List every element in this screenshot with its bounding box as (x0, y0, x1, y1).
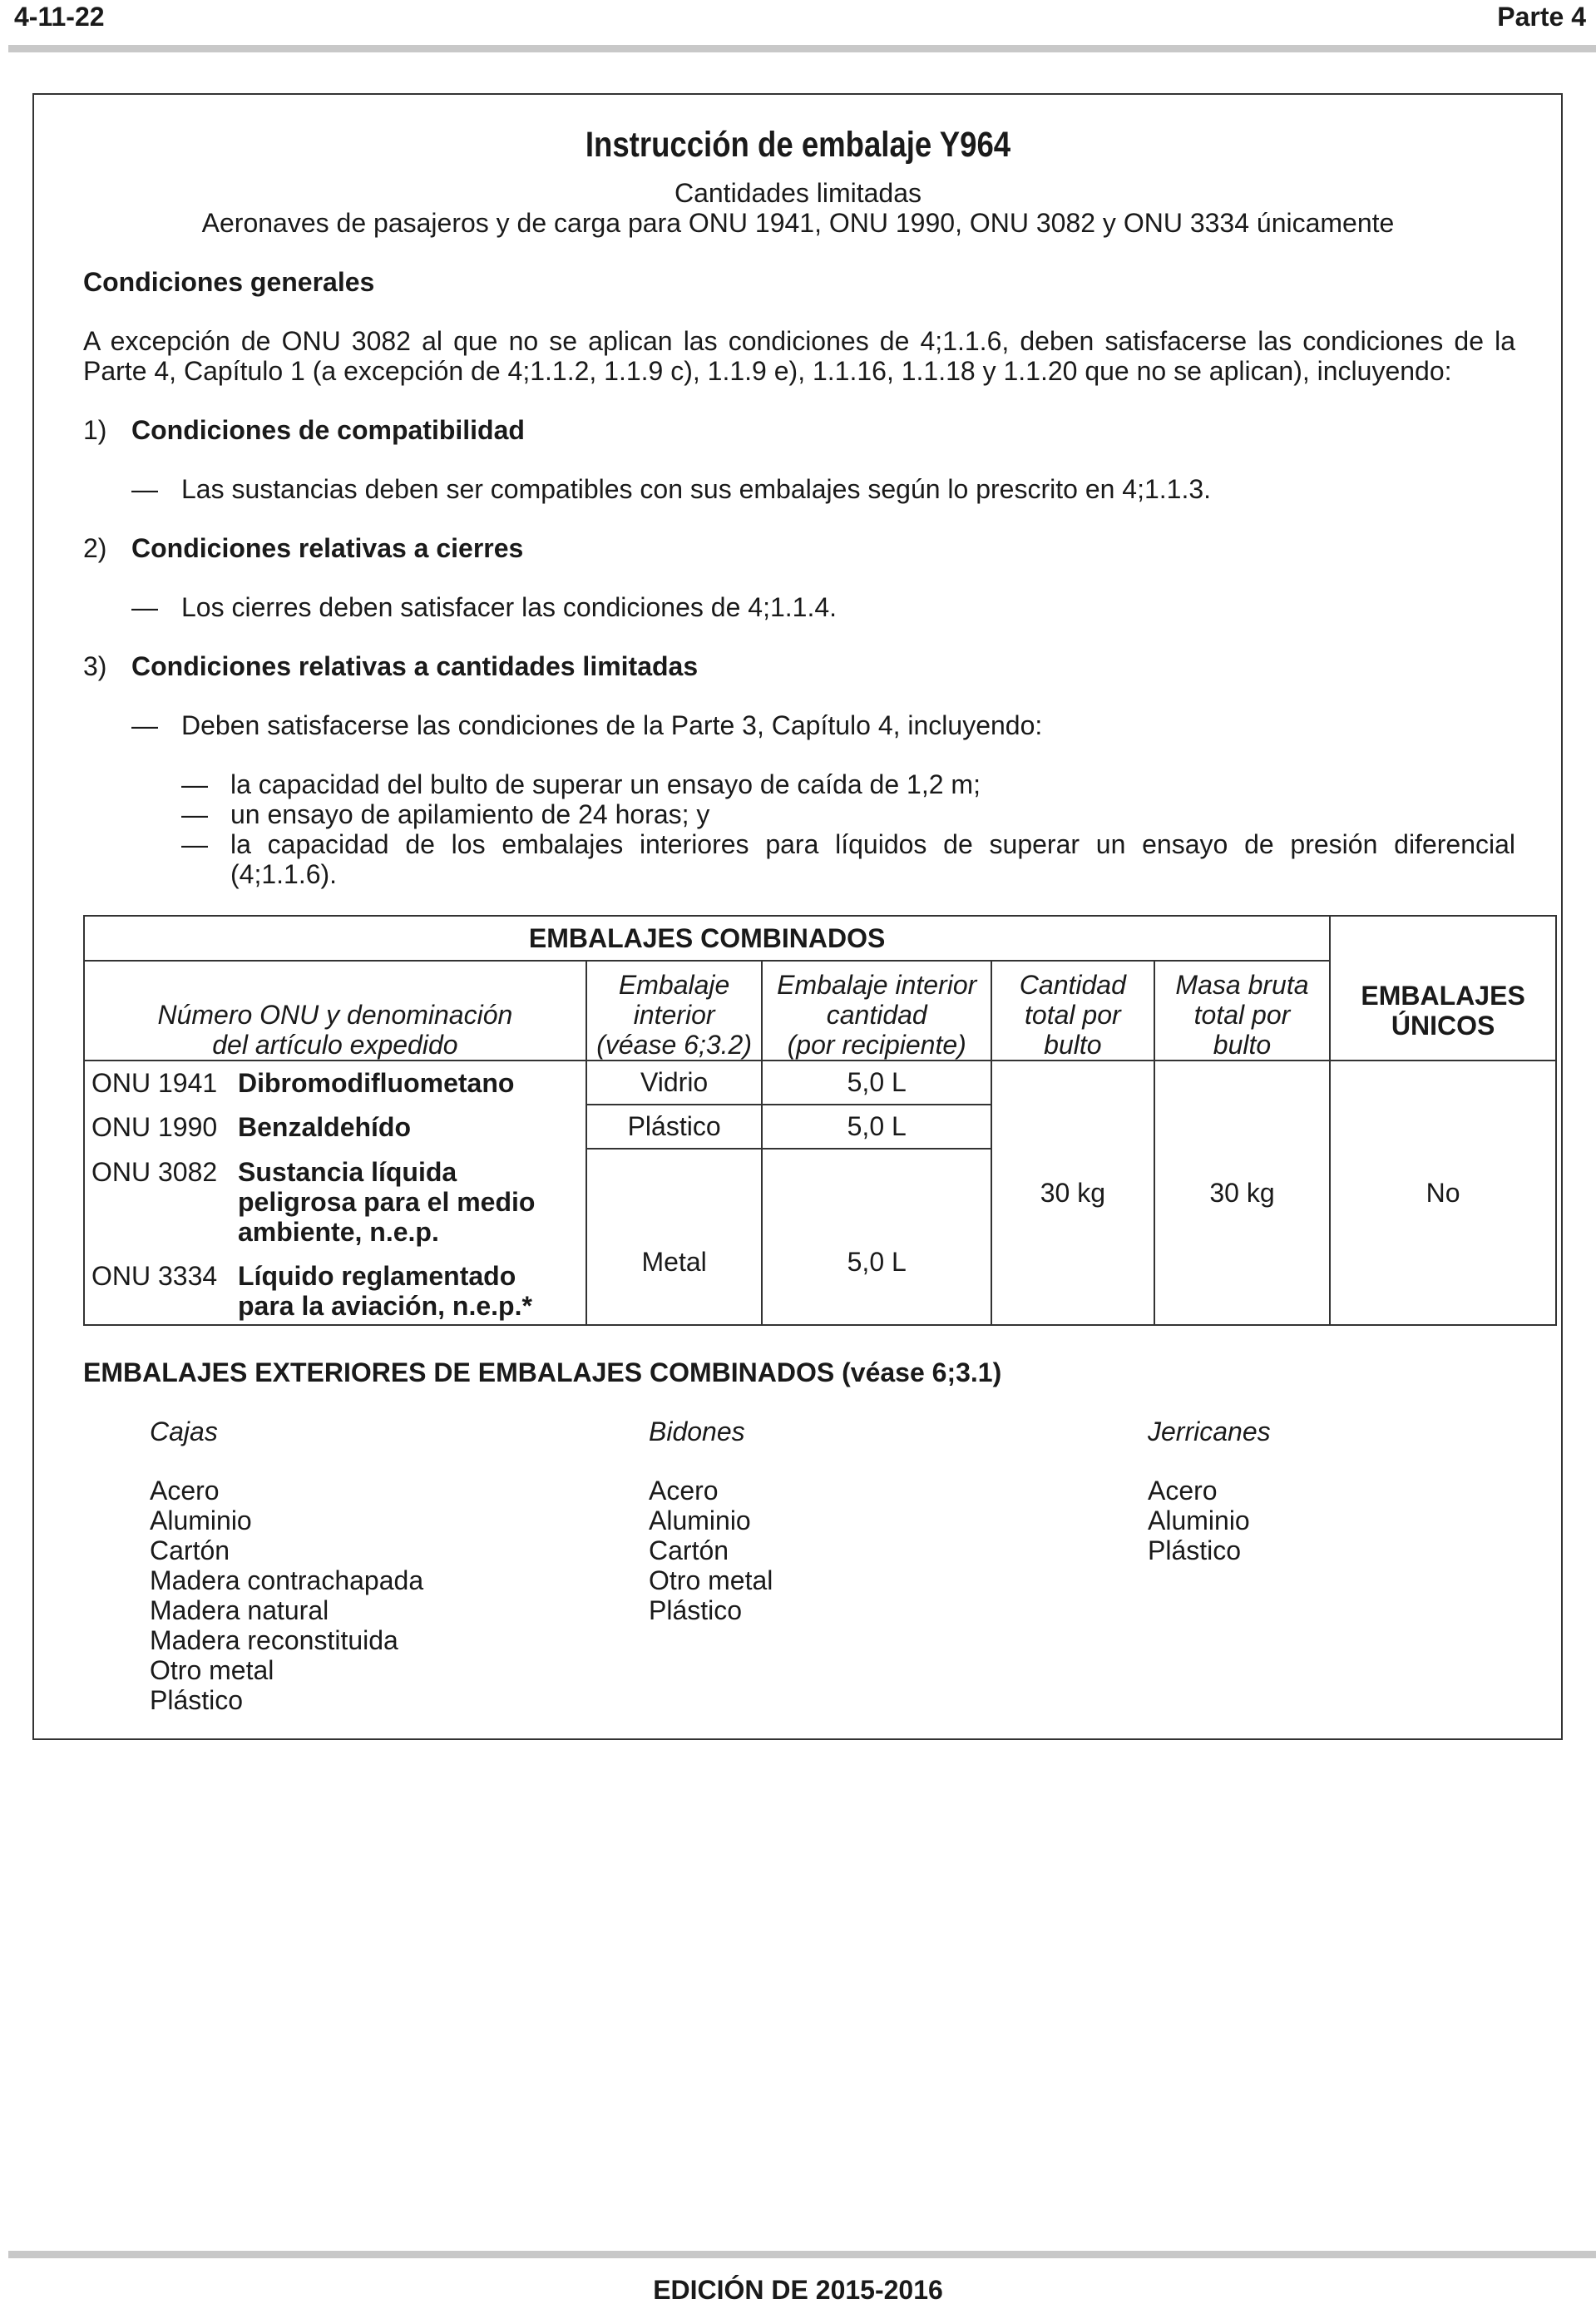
un-3334-entry (91, 1261, 579, 1321)
subtitle-aircraft: Aeronaves de pasajeros y de carga para ONU 1941, ONU 1990, ONU 3082 y ONU 3334 únicamente (201, 208, 1395, 238)
gross-mass-cell: 30 kg (1154, 1061, 1330, 1325)
header-text: (véase 6;3.2) (596, 1030, 752, 1060)
edition-footer: EDICIÓN DE 2015-2016 (653, 2275, 943, 2305)
list-item: Madera natural (150, 1595, 329, 1625)
instruction-title: Instrucción de embalaje Y964 (585, 125, 1011, 165)
substance-name (238, 1157, 535, 1247)
header-text: Embalaje (618, 970, 730, 1000)
bottom-rule (8, 2251, 1596, 2258)
general-paragraph-line2: Parte 4, Capítulo 1 (a excepción de 4;1.1.2, 1.1.9 c), 1.1.9 e), 1.1.16, 1.1.18 y 1.1.20 que no se aplican), incluyendo: (83, 356, 1452, 386)
inner-qty-metal: 5,0 L (762, 1149, 991, 1325)
combined-packagings-header: EMBALAJES COMBINADOS (84, 916, 1330, 961)
table-column-header-row (84, 961, 1556, 1061)
un-1941-cell (84, 1061, 586, 1105)
substance-name: Dibromodifluometano (238, 1068, 515, 1098)
header-text: (por recipiente) (787, 1030, 966, 1060)
subtitle-limited-quantities: Cantidades limitadas (674, 178, 922, 208)
un-3082-entry (91, 1157, 579, 1247)
sub-item-2-dash: — (181, 799, 208, 829)
sub-item-1-text: la capacidad del bulto de superar un ensayo de caída de 1,2 m; (230, 769, 981, 799)
un-number: ONU 1990 (91, 1111, 218, 1142)
header-text: interior (633, 1000, 715, 1030)
sub-item-2-text: un ensayo de apilamiento de 24 horas; y (230, 799, 710, 829)
un-number: ONU 3082 (91, 1157, 218, 1187)
table-group-header-row (84, 916, 1556, 961)
list-item: Cartón (150, 1535, 230, 1565)
total-quantity-cell: 30 kg (991, 1061, 1154, 1325)
header-text: del artículo expedido (212, 1030, 458, 1060)
header-text: total por (1193, 1000, 1291, 1030)
list-item: Aluminio (150, 1506, 252, 1535)
list-item: Plástico (649, 1595, 743, 1625)
inner-quantity-column-header (762, 961, 991, 1061)
header-text: EMBALAJES (1361, 980, 1525, 1011)
inner-material-plastic: Plástico (586, 1105, 763, 1149)
list-item: Acero (150, 1476, 220, 1506)
total-quantity-column-header (991, 961, 1154, 1061)
condition-3-text: Deben satisfacerse las condiciones de la Parte 3, Capítulo 4, incluyendo: (181, 710, 1043, 740)
general-conditions-heading: Condiciones generales (83, 267, 375, 297)
substance-name (238, 1261, 532, 1321)
list-item: Plástico (150, 1685, 244, 1715)
header-text: cantidad (826, 1000, 927, 1030)
list-item: Aluminio (1148, 1506, 1250, 1535)
outer-packagings-heading: EMBALAJES EXTERIORES DE EMBALAJES COMBINADOS (véase 6;3.1) (83, 1357, 1002, 1387)
un-number: ONU 3334 (91, 1261, 218, 1291)
header-text: ÚNICOS (1391, 1010, 1495, 1041)
condition-1-dash: — (131, 474, 158, 504)
header-text: Masa bruta (1175, 970, 1309, 1000)
header-text: total por (1025, 1000, 1121, 1030)
header-text: Número ONU y denominación (157, 1000, 513, 1030)
substance-name-line: Sustancia líquida (238, 1157, 457, 1187)
substance-name-line: ambiente, n.e.p. (238, 1217, 439, 1247)
condition-3-dash: — (131, 710, 158, 740)
outer-column-title: Cajas (150, 1417, 218, 1446)
substance-name: Benzaldehído (238, 1111, 412, 1142)
sub-item-3-dash: — (181, 829, 208, 859)
inner-packaging-column-header (586, 961, 763, 1061)
substance-name-line: para la aviación, n.e.p.* (238, 1291, 532, 1321)
list-item: Otro metal (150, 1655, 274, 1685)
inner-qty-plastic: 5,0 L (762, 1105, 991, 1149)
condition-3-title: Condiciones relativas a cantidades limitadas (131, 651, 699, 681)
outer-column-title: Jerricanes (1148, 1417, 1271, 1446)
single-header-top (1330, 916, 1556, 961)
list-item: Acero (649, 1476, 719, 1506)
header-text: Embalaje interior (777, 970, 977, 1000)
un-name-column-header (84, 961, 586, 1061)
condition-1-text: Las sustancias deben ser compatibles con sus embalajes según lo prescrito en 4;1.1.3. (181, 474, 1212, 504)
list-item: Acero (1148, 1476, 1218, 1506)
substance-name-line: peligrosa para el medio (238, 1187, 536, 1217)
inner-qty-glass: 5,0 L (762, 1061, 991, 1105)
condition-2-number: 2) (83, 533, 107, 563)
condition-2-title: Condiciones relativas a cierres (131, 533, 524, 563)
single-packagings-cell: No (1330, 1061, 1556, 1325)
list-item: Madera contrachapada (150, 1565, 424, 1595)
inner-material-glass: Vidrio (586, 1061, 763, 1105)
table-row (84, 1061, 1556, 1105)
condition-2-dash: — (131, 592, 158, 622)
list-item: Plástico (1148, 1535, 1242, 1565)
list-item: Madera reconstituida (150, 1625, 398, 1655)
condition-1-number: 1) (83, 415, 107, 445)
un-number: ONU 1941 (91, 1068, 218, 1098)
condition-2-text: Los cierres deben satisfacer las condiciones de 4;1.1.4. (181, 592, 838, 622)
sub-item-1-dash: — (181, 769, 208, 799)
packing-table (83, 915, 1557, 1326)
part-label: Parte 4 (1497, 2, 1586, 32)
gross-mass-column-header (1154, 961, 1330, 1061)
condition-1-title: Condiciones de compatibilidad (131, 415, 525, 445)
header-text: bulto (1213, 1030, 1272, 1060)
outer-column-title: Bidones (649, 1417, 745, 1446)
un-3082-3334-cell (84, 1149, 586, 1325)
header-text: Cantidad (1019, 970, 1126, 1000)
condition-3-number: 3) (83, 651, 107, 681)
page-number: 4-11-22 (14, 2, 105, 32)
sub-item-3-text-line2: (4;1.1.6). (230, 859, 338, 889)
substance-name-line: Líquido reglamentado (238, 1261, 516, 1291)
top-rule (8, 45, 1596, 52)
header-text: bulto (1044, 1030, 1102, 1060)
list-item: Cartón (649, 1535, 729, 1565)
sub-item-3-text-line1: la capacidad de los embalajes interiores para líquidos de superar un ensayo de presión diferencial (230, 829, 1515, 859)
un-1990-cell (84, 1105, 586, 1149)
list-item: Aluminio (649, 1506, 751, 1535)
list-item: Otro metal (649, 1565, 773, 1595)
single-packagings-column-header (1330, 961, 1556, 1061)
general-paragraph-line1: A excepción de ONU 3082 al que no se aplican las condiciones de 4;1.1.6, deben satisfacerse las condiciones de la (83, 326, 1515, 356)
inner-material-metal: Metal (586, 1149, 763, 1325)
